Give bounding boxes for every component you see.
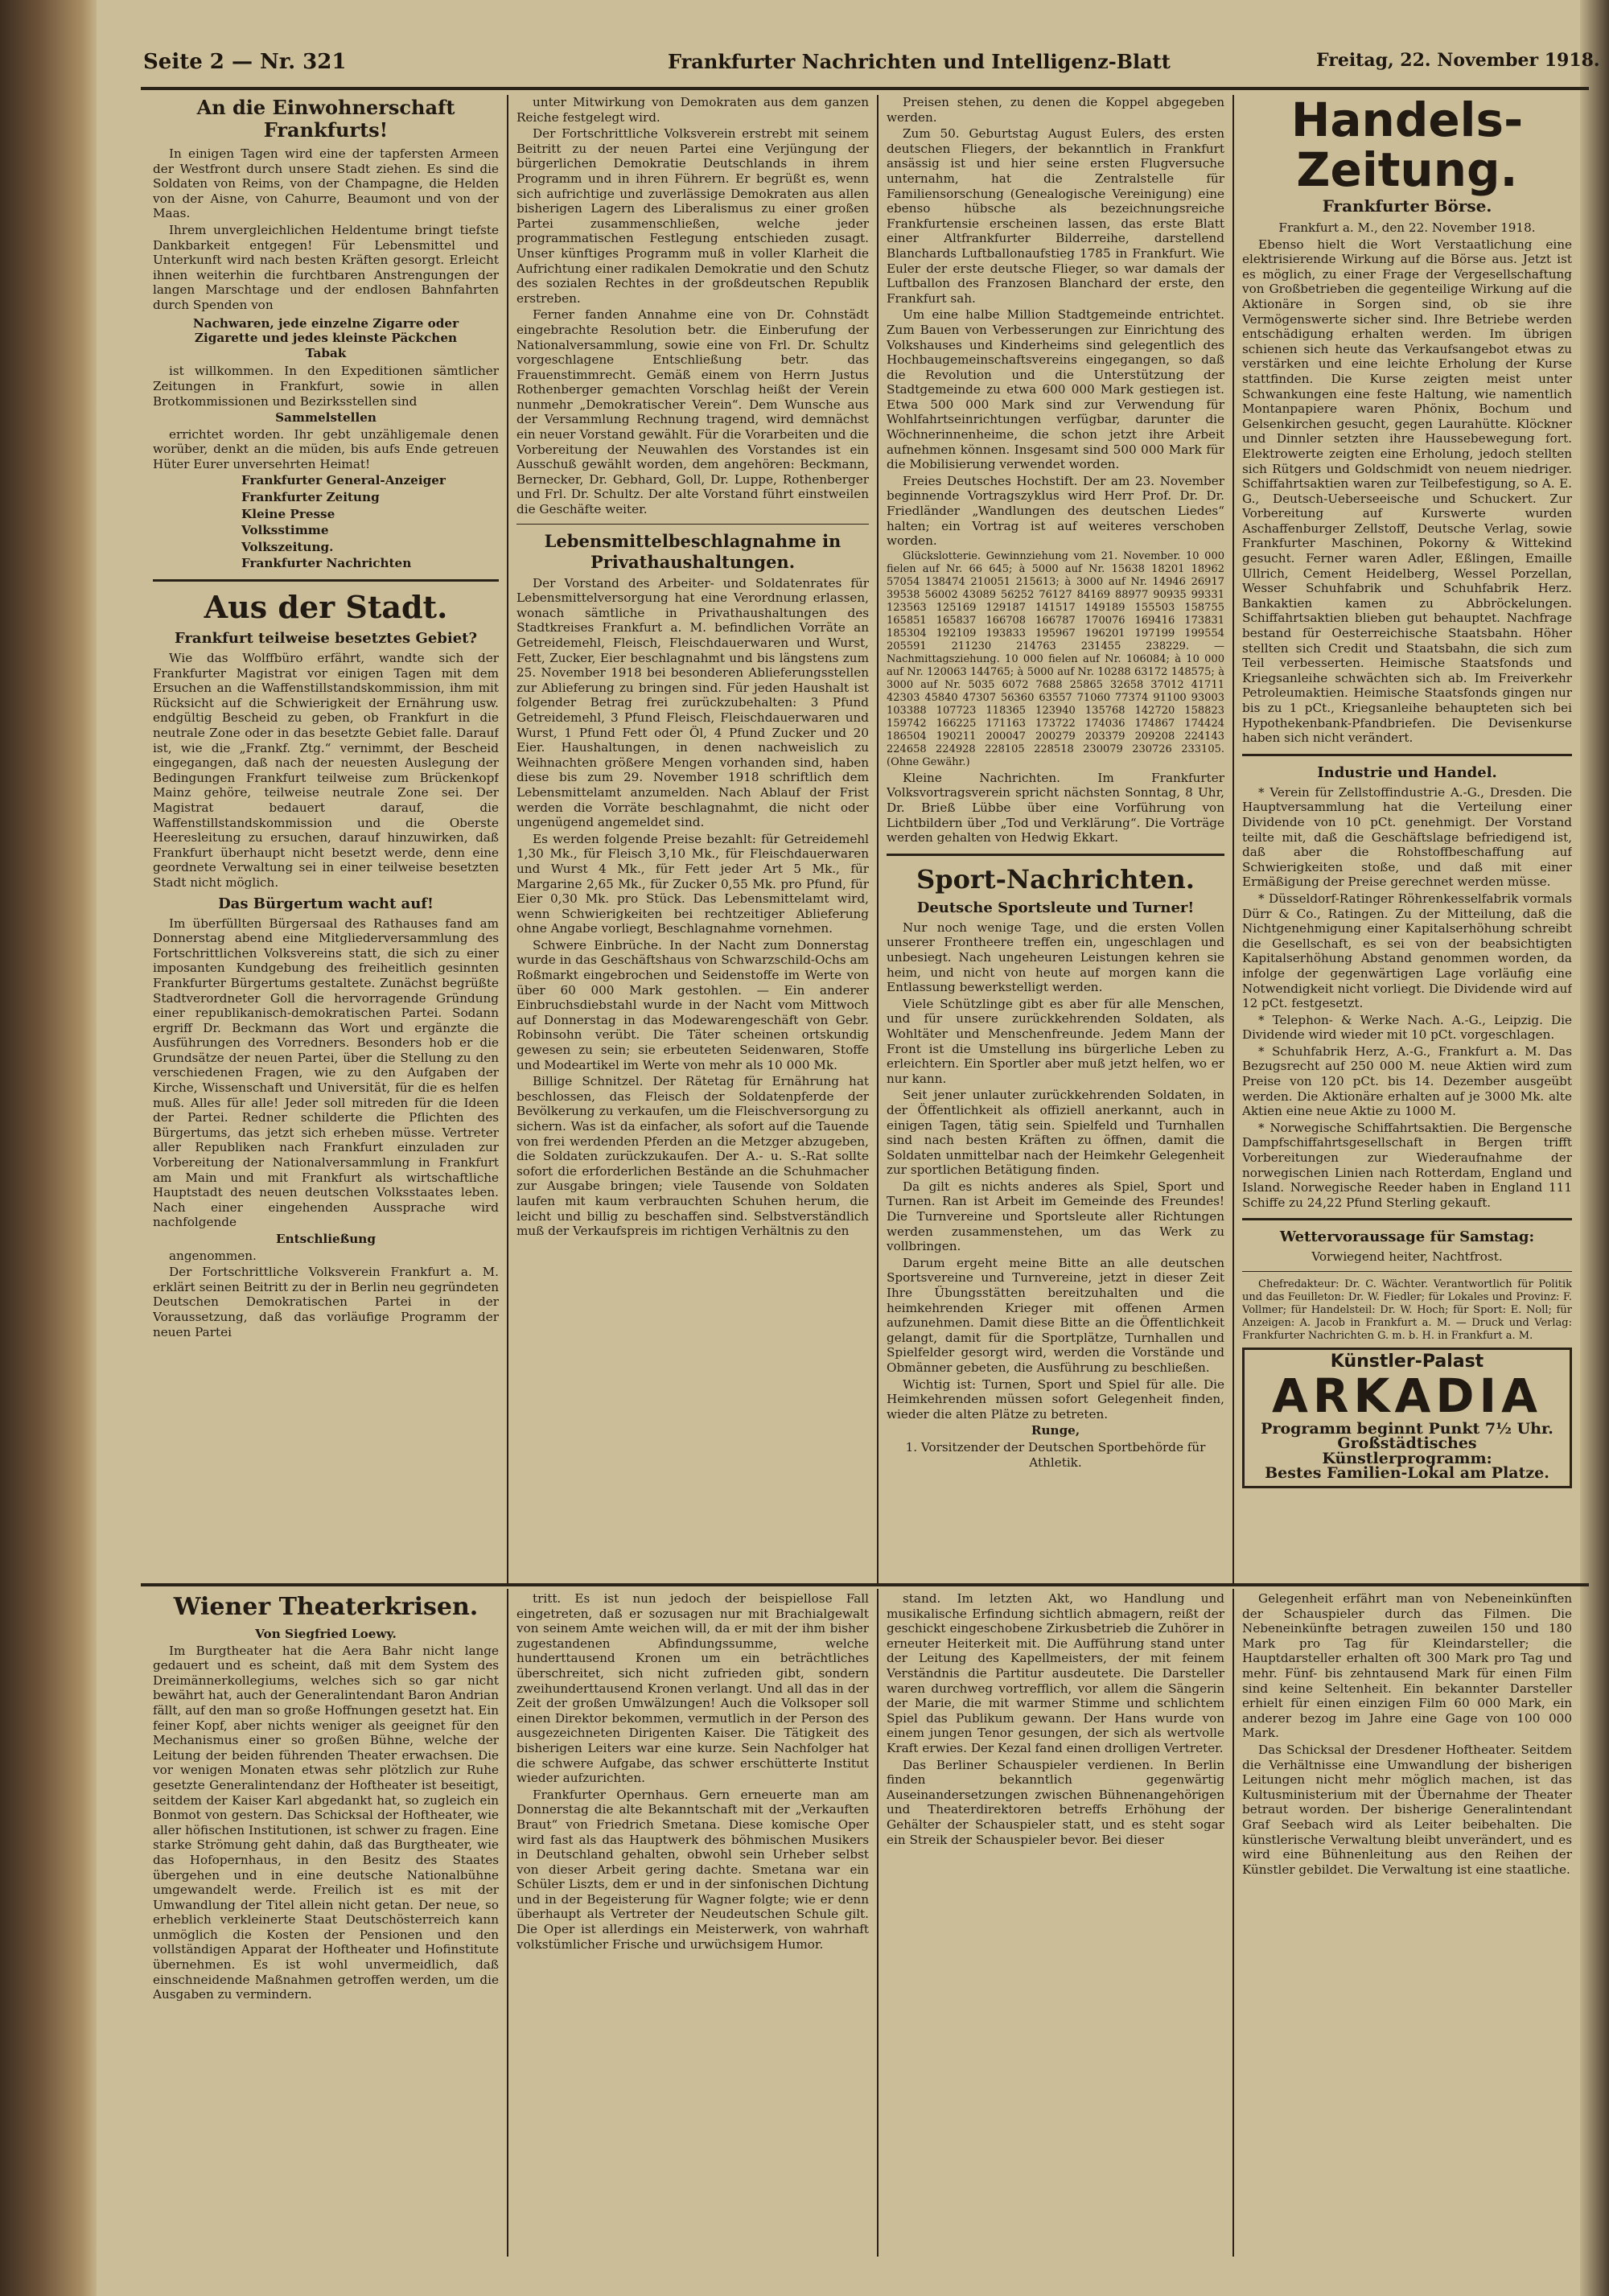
article-paragraph: unter Mitwirkung von Demokraten aus dem ganzen Reiche festgelegt wird. <box>516 95 869 125</box>
article-paragraph: Preisen stehen, zu denen die Koppel abgegeben werden. <box>887 95 1224 125</box>
column-rule <box>877 1589 879 2257</box>
header-rule <box>141 87 1589 90</box>
article-paragraph: * Telephon- & Werke Nach. A.-G., Leipzig. Die Dividende wird wieder mit 10 pCt. vorgeschlagen. <box>1242 1012 1572 1043</box>
article-paragraph: Nur noch wenige Tage, und die ersten Vollen unserer Frontheere treffen ein, ungeschlagen und unbesiegt. Nach ungeheuren Leistungen kehren sie heim, und nicht von heute auf morgen kann die Entlassung bewerkstelligt werden. <box>887 920 1224 995</box>
dateline: Frankfurt a. M., den 22. November 1918. <box>1278 220 1536 235</box>
header-date: Freitag, 22. November 1918. <box>1316 50 1600 71</box>
ad-line: Großstädtisches Künstlerprogramm: <box>1322 1434 1492 1467</box>
signatory: Frankfurter Nachrichten <box>241 556 412 571</box>
article-paragraph: angenommen. <box>169 1248 257 1263</box>
section-rule <box>887 854 1224 856</box>
column-rule <box>877 95 879 1583</box>
signatory: Volkszeitung. <box>241 539 334 554</box>
article-paragraph: Das Berliner Schauspieler verdienen. In Berlin finden bekanntlich gegenwärtig Auseinandersetzungen zwischen Bühnenangehörigen und Theaterdirektoren betreffs Erhöhung der Gehälter der Schauspieler statt, und es steht sogar ein Streik der Schauspieler bevor. Bei dieser <box>887 1757 1224 1847</box>
article-paragraph: Im Burgtheater hat die Aera Bahr nicht lange gedauert und es scheint, daß mit dem System des Dreimännerkollegiums, welches sich so gar nicht bewährt hat, auch der Generalintendant Baron Andrian fällt, auf den man so große Hoffnungen gesetzt hat. Ein feiner Kopf, aber nichts weniger als geeignet für den Mechanismus einer so großen Bühne, welche der Leitung der beiden führenden Theater erwachsen. Die vor wenigen Monaten etwas sehr plötzlich zur Ruhe gesetzte Generalintendanz der Hoftheater ist beseitigt, seitdem der Kaiser Karl abgedankt hat, so zugleich ein Bonmot von gestern. Das Schicksal der Hoftheater, wie aller höfischen Institutionen, ist schwer zu fragen. Eine starke Strömung geht dahin, daß das Burgtheater, wie das Hofopernhaus, in den Besitz des Staates übergehen und in eine deutsche Nationalbühne umgewandelt werde. Freilich ist es mit der Umwandlung der Titel allein nicht getan. Der neue, so erheblich verkleinerte Staat Deutschösterreich kann unmöglich die Kosten der Pensionen und den vollständigen Apparat der Hoftheater und Hofinstitute übernehmen. Es ist wohl unvermeidlich, daß einschneidende Maßnahmen getroffen werden, um die Ausgaben zu vermindern. <box>153 1643 499 2002</box>
header-page-number: Seite 2 — Nr. 321 <box>143 50 347 74</box>
article-paragraph: Zum 50. Geburtstag August Eulers, des ersten deutschen Fliegers, der bekanntlich in Frankfurt ansässig ist und hier seine ersten Flugversuche unternahm, hat die Zentralstelle für Familiensorschung (Genealogische Vereinigung) eine ebenso hübsche als bezeichnungsreiche Frankfurtensie erscheinen lassen, das erste Blatt einer Altfrankfurter Bilderreihe, darstellend Blanchards Luftballonaufstieg 1785 in Frankfurt. Wie Euler der erste deutsche Flieger, so war damals der Luftballon des Franzosen Blanchard der erste, den Frankfurt sah. <box>887 126 1224 306</box>
appeal-paragraph: ist willkommen. In den Expeditionen sämtlicher Zeitungen in Frankfurt, sowie in allen Brotkommissionen und Bezirksstellen sind <box>153 364 499 409</box>
article-paragraph: Um eine halbe Million Stadtgemeinde entrichtet. Zum Bauen von Verbesserungen zur Einrichtung des Volkshauses und Kinderheims sind gelegentlich des Hochbaugemeinschaftsvereins eingegangen, so daß die Revolution und die Unterstützung der Stadtgemeinde zu etwa 600 000 Mark gestiegen ist. Etwa 500 000 Mark sind zur Verwendung für Wohlfahrtseinrichtungen verfügbar, darunter die Wöchnerinnenheime, die schon jetzt ihre Arbeit aufnehmen können. Insgesamt sind 500 000 Mark für die Mobilisierung verwendet worden. <box>887 307 1224 472</box>
article-paragraph: Viele Schützlinge gibt es aber für alle Menschen, und für unsere zurückkehrenden Soldaten, als Wohltäter und Menschenfreunde. Jedem Mann der Front ist die Umstellung ins bürgerliche Leben zu erleichtern. Ein Sportler aber muß jetzt helfen, wo er nur kann. <box>887 996 1224 1086</box>
separator <box>1242 1271 1572 1272</box>
article-paragraph: tritt. Es ist nun jedoch der beispiellose Fall eingetreten, daß er sozusagen nur mit Brachialgewalt von seinem Amte weichen will, da er mit der ihm bisher zugestandenen Abfindungssumme, welche hunderttausend Kronen um ein beträchtliches überschreitet, sich nicht zufrieden gibt, sondern zweihunderttausend Kronen verlangt. Und all das in der Zeit der großen Umwälzungen! Auch die Volksoper soll einen Direktor bekommen, vermutlich in der Person des ausgezeichneten Dirigenten Kaiser. Die Tätigkeit des bisherigen Leiters war eine kurze. Sein Nachfolger hat die schwere Aufgabe, das schwer erschütterte Institut wieder aufzurichten. <box>516 1591 869 1786</box>
feuilleton-column-1 <box>153 1591 499 2255</box>
header-masthead: Frankfurter Nachrichten und Intelligenz-Blatt <box>668 50 1171 73</box>
article-paragraph: Gelegenheit erfährt man von Nebeneinkünften der Schauspieler durch das Filmen. Die Nebeneinkünfte betragen zuweilen 150 und 180 Mark pro Tag für Kleindarsteller; die Hauptdarsteller erhalten oft 300 Mark pro Tag und mehr. Fünf- bis zehntausend Mark für einen Film sind keine Seltenheit. Ein bekannter Darsteller erhielt für einen einzigen Film 60 000 Mark, ein anderer bezog im Jahre eine Gage von 100 000 Mark. <box>1242 1591 1572 1741</box>
article-paragraph: Seit jener unlauter zurückkehrenden Soldaten, in der Öffentlichkeit als offiziell anerkannt, auch in einigen Tagen, tätig sein. Spielfeld und Turnhallen sind nach besten Kräften zu öffnen, damit die Soldaten unmittelbar nach der Heimkehr Gelegenheit zur sportlichen Betätigung finden. <box>887 1088 1224 1178</box>
appeal-items: Nachwaren, jede einzelne Zigarre oder Zigarette und jedes kleinste Päckchen Tabak <box>192 315 459 360</box>
article-heading: Lebensmittelbeschlagnahme in Privathaushaltungen. <box>544 530 842 572</box>
section-title-commerce: Handels-Zeitung. <box>1290 95 1524 197</box>
weather-heading: Wettervoraussage für Samstag: <box>1279 1228 1535 1246</box>
article-paragraph: stand. Im letzten Akt, wo Handlung und musikalische Erfindung sichtlich abmagern, reißt der geschickt eingeschobene Zirkusbetrieb die Zuhörer in erneuter Heiterkeit mit. Die Aufführung stand unter der Leitung des Kapellmeisters, der mit feinem Verständnis die Partitur ausdeutete. Die Darsteller waren durchweg vortrefflich, vor allem die Sängerin der Marie, die mit warmer Stimme und schlichtem Spiel das Publikum gewann. Der Hans wurde von einem jungen Tenor gesungen, der sich als wertvolle Kraft erwies. Der Kezal fand einen drolligen Vertreter. <box>887 1591 1224 1755</box>
article-paragraph: Der Fortschrittliche Volksverein Frankfurt a. M. erklärt seinen Beitritt zu der in Berlin neu gegründeten Deutschen Demokratischen Partei in der Voraussetzung, daß das vorläufige Programm der neuen Partei <box>153 1265 499 1339</box>
article-heading: Deutsche Sportsleute und Turner! <box>916 899 1195 916</box>
article-heading: Industrie und Handel. <box>1317 763 1497 781</box>
ad-line: Programm beginnt Punkt 7½ Uhr. <box>1261 1419 1553 1438</box>
appeal-title: An die Einwohnerschaft Frankfurts! <box>196 96 455 142</box>
signature-name: Runge, <box>1031 1423 1080 1438</box>
feuilleton-column-3 <box>887 1591 1224 2255</box>
arkadia-advertisement <box>1242 1348 1572 1488</box>
signatory: Kleine Presse <box>241 506 335 521</box>
article-paragraph: Billige Schnitzel. Der Rätetag für Ernährung hat beschlossen, das Fleisch der Soldatenpferde der Bevölkerung zu verkaufen, um die Fleischversorgung zu sichern. Was ist da einfacher, als sofort auf die Tauende von frei werdenden Pferden an die Metzger abzugeben, die Soldaten zurückzukaufen. Der A.- u. S.-Rat sollte sofort die erforderlichen Bestände an die Schuhmacher zur Ausgabe bringen; viele Tausende von Soldaten laufen mit kaum verbrauchten Schuhen herum, die leicht und billig zu beschaffen sind. Selbstverständlich muß der Verkaufspreis im richtigen Verhältnis zu den <box>516 1074 869 1239</box>
section-rule <box>1242 1218 1572 1220</box>
article-paragraph: Der Fortschrittliche Volksverein erstrebt mit seinem Beitritt zu der neuen Partei eine Verjüngung der bürgerlichen Demokratie Deutschlands in ihrem Programm und in ihren Führern. Er begrüßt es, wenn sich aufrichtige und zuverlässige Demokraten aus allen bisherigen Lagern des Liberalismus zu einer großen Partei zusammenschließen, welche jeder programmatischen Festlegung entschieden zusagt. Unser künftiges Programm muß in voller Klarheit die Aufrichtung einer radikalen Demokratie und den Schutz des sozialen Rechtes in der großdeutschen Republik erstreben. <box>516 126 869 306</box>
subsection-title: Frankfurter Börse. <box>1322 196 1492 216</box>
column-2 <box>516 95 869 1579</box>
column-rule <box>1232 1589 1234 2257</box>
appeal-collection-points: Sammelstellen <box>275 410 377 426</box>
page-divider <box>141 1583 1589 1586</box>
column-rule <box>1232 95 1234 1583</box>
column-3 <box>887 95 1224 1579</box>
article-paragraph: Der Vorstand des Arbeiter- und Soldatenrates für Lebensmittelversorgung hat eine Verordnung erlassen, wonach sämtliche in Privathaushaltungen des Stadtkreises Frankfurt a. M. befindlichen Vorräte an Getreidemehl, Fleisch, Fleischdauerwaren und Wurst, Fett, Zucker, Eier beschlagnahmt und bis längstens zum 25. November 1918 bei besonderen Ablieferungsstellen zur Ablieferung zu bringen sind. Für jeden Haushalt ist folgender Betrag frei zurückzubehalten: 3 Pfund Getreidemehl, 3 Pfund Fleisch, Fleischdauerwaren und Wurst, 1 Pfund Fett oder Öl, 4 Pfund Zucker und 20 Eier. Haushaltungen, in denen nachweislich zu Weihnachten größere Mengen vorhanden sind, haben diese bis zum 29. November 1918 schriftlich dem Lebensmittelamt anzumelden. Nach Ablauf der Frist werden die Vorräte beschlagnahmt, die nicht oder ungenügend angemeldet sind. <box>516 575 869 830</box>
signatory: Volksstimme <box>241 523 329 538</box>
section-rule <box>1242 754 1572 756</box>
feuilleton-column-2 <box>516 1591 869 2255</box>
article-paragraph: * Norwegische Schiffahrtsaktien. Die Bergensche Dampfschiffahrtsgesellschaft in Bergen trifft Vorbereitungen zur Wiederaufnahme der norwegischen Linien nach Rotterdam, England und Island. Norwegische Reeder haben in England 111 Schiffe zu 24,22 Pfund Sterling gekauft. <box>1242 1120 1572 1210</box>
article-paragraph: Ebenso hielt die Wort Verstaatlichung eine elektrisierende Wirkung auf die Börse aus. Jetzt ist es möglich, zu einer Frage der Vergesellschaftung von Großbetrieben die gegenteilige Wirkung auf die Aktionäre in Sorgen sind, ob sie ihre Vermögenswerte sicher sind. Ihre Betriebe werden entschädigung erhalten werden. Im übrigen schienen sich heute das Verkaufsangebot etwas zu verstärken und eine leichte Erholung der Kurse stattfinden. Die Kurse zeigten meist unter Schwankungen eine feste Haltung, wie namentlich Montanpapiere waren Phönix, Bochum und Gelsenkirchen gesucht, gegen Laurahütte. Klöckner und Dinnler setzten ihre Haussebewegung fort. Elektrowerte zeigten eine Erholung, jedoch stellten sich Rütgers und Goldschmidt von neuem niedriger. Schiffahrtsaktien waren zur Teilbefestigung, so A. E. G., Deutsch-Ueberseeische und Schuckert. Zur Vorbereitung auf Kurswerte wurden Aschaffenburger Zellstoff, Deutsche Verlag, sowie Frankfurter Maschinen, Pokorny & Wittekind gesucht. Ferner waren Adler, Eßlingen, Emaille Ullrich, Cement Heidelberg, Wessel Porzellan, Wesser Schuhfabrik und Schuhfabrik Herz. Bankaktien kamen zu Abbröckelungen. Schiffahrtsaktien blieben gut behauptet. Nachfrage bestand für Oesterreichische Staatsbahn. Höher stellten sich Credit und Staatsbahn, die sich zum Teil verbesserten. Heimische Staatsfonds und Kriegsanleihe schwächten sich ab. Im Freiverkehr Petroleumaktien. Heimische Staatsfonds gingen nur bis zu 1 pCt., Kriegsanleihe behaupteten sich bei Hypothekenbank-Pfandbriefen. Die Devisenkurse haben sich nicht verändert. <box>1242 237 1572 746</box>
article-paragraph: * Düsseldorf-Ratinger Röhrenkesselfabrik vormals Dürr & Co., Ratingen. Zu der Mitteilung, daß die Nichtgenehmigung einer Kapitalserhöhung schreibt die Gesellschaft, es sei von der beabsichtigten Kapitalserhöhung Abstand genommen worden, da infolge der gegenwärtigen Lage vorläufig eine Notwendigkeit nicht vorliegt. Die Dividende wird auf 12 pCt. festgesetzt. <box>1242 891 1572 1011</box>
article-heading: Frankfurt teilweise besetztes Gebiet? <box>174 630 478 648</box>
appeal-paragraph: In einigen Tagen wird eine der tapfersten Armeen der Westfront durch unsere Stadt ziehen. Es sind die Soldaten von Reims, von der Champagne, die Helden von der Aisne, von Cahurre, Beaumont und von der Maas. <box>153 146 499 221</box>
column-1 <box>153 95 499 1579</box>
article-paragraph: Wie das Wolffbüro erfährt, wandte sich der Frankfurter Magistrat vor einigen Tagen mit dem Ersuchen an die Waffenstillstandskommission, ihm mit Rücksicht auf die Schwierigkeit der Ernährung usw. endgültig Bescheid zu geben, ob Frankfurt in die neutrale Zone oder in das besetzte Gebiet falle. Darauf ist, wie die „Frankf. Ztg.“ vernimmt, der Bescheid eingegangen, daß nach der neuesten Auslegung der Bedingungen Frankfurt teilweise zum Brückenkopf Mainz gehöre, teilweise neutrale Zone sei. Der Magistrat bedauert darauf, die Waffenstillstandskommission und die Oberste Heeresleitung zu ersuchen, darauf hinzuwirken, daß Frankfurt überhaupt nicht besetzt werde, denn eine geordnete Verwaltung sei in einer teilweise besetzten Stadt nicht möglich. <box>153 651 499 890</box>
article-paragraph: Im überfüllten Bürgersaal des Rathauses fand am Donnerstag abend eine Mitgliederversammlung des Fortschrittlichen Volksvereins statt, die sich zu einer imposanten Kundgebung des freiheitlich gesinnten Frankfurter Bürgertums gestaltete. Zunächst begrüßte Stadtverordneter Goll die hervorragende Gründung einer republikanisch-demokratischen Partei. Sodann ergriff Dr. Beckmann das Wort und ergänzte die Ausführungen des Vorredners. Besonders hob er die Grundsätze der neuen Partei, über die Stellung zu den verschiedenen Fragen, wie zu den Aufgaben der Kirche, Wissenschaft und Universität, für die es helfen muß. Alles für alle! Jeder soll mitreden für die Ideen der Partei. Redner schilderte die Pflichten des Bürgertums, das jetzt sich erheben müsse. Vertreter aller Republiken nach Frankfurt einzuladen zur Vorbereitung der Nationalversammlung in Frankfurt am Main und mit Frankfurt als wirtschaftliche Hauptstadt des neuen deutschen Volksstaates leben. Nach einer eingehenden Aussprache wird nachfolgende <box>153 916 499 1230</box>
feuilleton-column-4 <box>1242 1591 1572 2255</box>
article-paragraph: * Schuhfabrik Herz, A.-G., Frankfurt a. M. Das Bezugsrecht auf 250 000 M. neue Aktien wird zum Preise von 120 pCt. bis 14. Dezember ausgeübt werden. Die Aktionäre erhalten auf je 3000 Mk. alte Aktien eine neue Aktie zu 1000 M. <box>1242 1043 1572 1119</box>
article-paragraph: Freies Deutsches Hochstift. Der am 23. November beginnende Vortragszyklus wird Herr Prof. Dr. Dr. Friedländer „Wandlungen des deutschen Liedes“ halten; ein Vortrag ist auf weiteres verschoben worden. <box>887 473 1224 549</box>
feuilleton-title: Wiener Theaterkrisen. <box>173 1593 479 1621</box>
separator <box>516 524 869 525</box>
article-paragraph: Schwere Einbrüche. In der Nacht zum Donnerstag wurde in das Geschäftshaus von Schwarzschild-Ochs am Roßmarkt eingebrochen und Seidenstoffe im Werte von über 60 000 Mark gestohlen. — Ein anderer Einbruchsdiebstahl wurde in der Nacht vom Mittwoch auf Donnerstag in das Modewarengeschäft von Gebr. Robinsohn verübt. Die Täter scheinen ortskundig gewesen zu sein; sie erbeuteten Seidenwaren, Stoffe und Modeartikel im Werte von mehr als 10 000 Mk. <box>516 937 869 1072</box>
article-paragraph: Ferner fanden Annahme eine von Dr. Cohnstädt eingebrachte Resolution betr. die Einberufung der Nationalversammlung, sowie eine von Frl. Dr. Schultz vorgeschlagene Entschließung betr. das Frauenstimmrecht. Gemäß einem von Herrn Justus Rothenberger gemachten Vorschlag heißt der Verein nunmehr „Demokratischer Verein“. Dem Wunsche aus der Versammlung Rechnung tragend, wird demnächst ein neuer Vorstand gewählt. Für die Vorarbeiten und die Vorbereitung der Neuwahlen des Vorstandes ist ein Ausschuß gewählt worden, dem angehören: Beckmann, Bernecker, Dr. Gebhard, Goll, Dr. Luppe, Rothenberger und Frl. Dr. Schultz. Der alte Vorstand führt einstweilen die Geschäfte weiter. <box>516 307 869 517</box>
appeal-signatories <box>153 473 499 571</box>
imprint: Chefredakteur: Dr. C. Wächter. Verantwortlich für Politik und das Feuilleton: Dr. W. Fiedler; für Lokales und Provinz: F. Vollmer; für Handelsteil: Dr. W. Hoch; für Sport: E. Noll; für Anzeigen: A. Jacob in Frankfurt a. M. — Druck und Verlag: Frankfurter Nachrichten G. m. b. H. in Frankfurt a. M. <box>1242 1278 1572 1342</box>
signatory: Frankfurter Zeitung <box>241 490 380 505</box>
signatory: Frankfurter General-Anzeiger <box>241 473 446 488</box>
feuilleton-author: Von Siegfried Loewy. <box>255 1627 397 1641</box>
ad-venue-label: Künstler-Palast <box>1330 1352 1484 1372</box>
section-title-city: Aus der Stadt. <box>204 589 448 626</box>
article-paragraph: Frankfurter Opernhaus. Gern erneuerte man am Donnerstag die alte Bekanntschaft mit der „Verkauften Braut“ von Friedrich Smetana. Diese komische Oper wird fast als das Hauptwerk des böhmischen Musikers in Deutschland gehalten, obwohl sein Urheber selbst von dieser Arbeit gering dachte. Smetana war ein Schüler Liszts, dem er und in der sinfonischen Dichtung und in der Begeisterung für Wagner folgte; wie er denn überhaupt als Vertreter der Neudeutschen Schule gilt. Die Oper ist allerdings ein Meisterwerk, von wahrhaft volkstümlicher Frische und urwüchsigem Humor. <box>516 1787 869 1952</box>
article-paragraph: Da gilt es nichts anderes als Spiel, Sport und Turnen. Ran ist Arbeit im Gemeinde des Freundes! Die Turnvereine und Sportsleute aller Richtungen werden zusammenstehen, um das Werk zu vollbringen. <box>887 1179 1224 1254</box>
column-rule <box>507 1589 508 2257</box>
article-paragraph: Wichtig ist: Turnen, Sport und Spiel für alle. Die Heimkehrenden müssen sofort Gelegenheit finden, wieder die alten Plätze zu betreten. <box>887 1376 1224 1422</box>
signature-title: 1. Vorsitzender der Deutschen Sportbehörde für Athletik. <box>905 1439 1206 1470</box>
ad-venue-name: ARKADIA <box>1272 1368 1542 1423</box>
appeal-paragraph: errichtet worden. Ihr gebt unzähligemale denen worüber, denkt an die müden, bis aufs Ende getreuen Hüter Eurer unversehrten Heimat! <box>153 426 499 471</box>
article-paragraph: * Verein für Zellstoffindustrie A.-G., Dresden. Die Hauptversammlung hat die Verteilung einer Dividende von 10 pCt. genehmigt. Der Vorstand teilte mit, daß die Geschäftslage befriedigend ist, daß aber die Rohstoffbeschaffung auf Schwierigkeiten stoße, und daß mit einer Ermäßigung der Preise gerechnet werden müsse. <box>1242 784 1572 890</box>
appeal-paragraph: Ihrem unvergleichlichen Heldentume bringt tiefste Dankbarkeit entgegen! Für Lebensmittel und Unterkunft wird nach besten Kräften gesorgt. Erleicht ihnen weiterhin die furchtbaren Anstrengungen der langen Marschtage und der endlosen Bahnfahrten durch Spenden von <box>153 222 499 312</box>
article-paragraph: Es werden folgende Preise bezahlt: für Getreidemehl 1,30 Mk., für Fleisch 3,10 Mk., für Fleischdauerwaren und Wurst 4 Mk., für Fett jeder Art 5 Mk., für Margarine 2,65 Mk., für Zucker 0,55 Mk. pro Pfund, für Eier 0,30 Mk. pro Stück. Das Lebensmittelamt wird, wenn Schwierigkeiten bei rechtzeitiger Ablieferung ohne Angabe vorliegt, Beschlagnahme vornehmen. <box>516 831 869 936</box>
column-rule <box>507 95 508 1583</box>
page-edge <box>1580 0 1609 2296</box>
article-paragraph: Darum ergeht meine Bitte an alle deutschen Sportsvereine und Turnvereine, jetzt in dieser Zeit Ihre Übungsstätten bereitzuhalten und die heimkehrenden Krieger mit offenen Armen aufzunehmen. Damit diese Bitte an die Öffentlichkeit gelangt, damit für die Sportplätze, Turnhallen und Spielfelder gesorgt wird, werden die Vorstände und Obmänner gebeten, die Ausführung zu beschließen. <box>887 1255 1224 1375</box>
column-4 <box>1242 95 1572 1579</box>
resolution-label: Entschließung <box>276 1232 376 1246</box>
section-title-sport: Sport-Nachrichten. <box>916 863 1195 895</box>
article-heading: Das Bürgertum wacht auf! <box>218 895 434 912</box>
lottery-results: Glückslotterie. Gewinnziehung vom 21. November. 10 000 fielen auf Nr. 66 645; à 5000 auf Nr. 15638 18201 18962 57054 138474 210051 215613; à 3000 auf Nr. 14946 26917 39538 56002 43089 56252 76127 84169 88977 90935 99331 123563 125169 129187 141517 149189 155503 158755 165851 165837 166708 166787 170076 169416 173831 185304 192109 193833 195967 196201 197199 199554 205591 211230 214763 231455 238229. — Nachmittagsziehung. 10 000 fielen auf Nr. 106084; à 10 000 auf Nr. 120063 144765; à 5000 auf Nr. 10288 63172 148575; à 3000 auf Nr. 5035 6072 7688 25865 32658 37012 41711 42303 45840 47307 56360 63557 71060 77374 91100 93003 103388 107723 118365 123940 135768 142720 158823 159742 166225 171163 173722 174036 174867 174424 186504 190211 200047 200279 203379 209208 224143 224658 224928 228105 228518 230079 230726 233105. (Ohne Gewähr.) <box>887 549 1224 768</box>
article-paragraph: Kleine Nachrichten. Im Frankfurter Volksvortragsverein spricht nächsten Sonntag, 8 Uhr, Dr. Brieß Lübbe über eine Vorführung von Lichtbildern über „Tod und Verklärung“. Die Vorträge werden gehalten von Hedwig Ekkart. <box>887 770 1224 846</box>
weather-forecast: Vorwiegend heiter, Nachtfrost. <box>1311 1249 1503 1265</box>
section-rule <box>153 579 499 582</box>
book-spine <box>0 0 97 2296</box>
ad-line: Bestes Familien-Lokal am Platze. <box>1265 1464 1549 1483</box>
article-paragraph: Das Schicksal der Dresdener Hoftheater. Seitdem die Verhältnisse eine Umwandlung der bisherigen Leitungen nicht mehr möglich machen, ist das Kultusministerium mit der Übernahme der Theater betraut worden. Der bisherige Generalintendant Graf Seebach wird als Leiter beibehalten. Die künstlerische Verwaltung bleibt unverändert, und es wird eine Bühnenleitung aus den Reihen der Künstler gebildet. Die Verwaltung ist eine staatliche. <box>1242 1742 1572 1877</box>
